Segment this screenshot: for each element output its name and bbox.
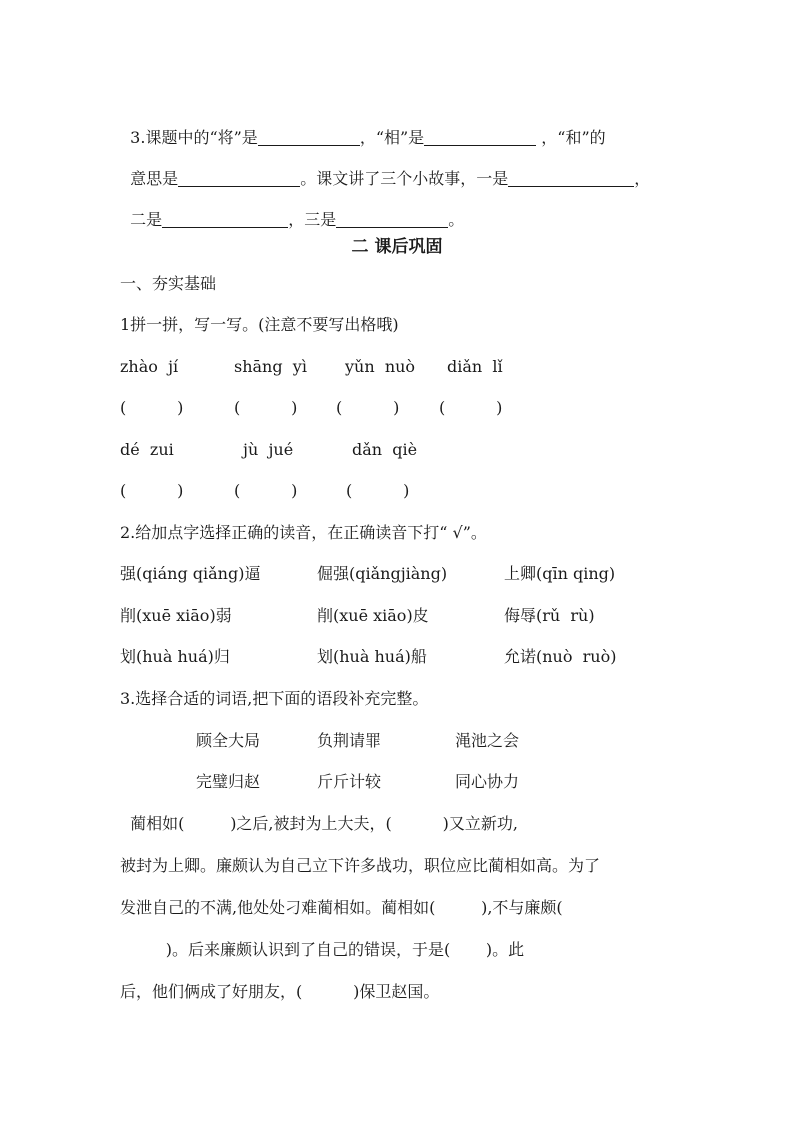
q3-intro-text: 二是 [130,210,163,229]
word-option: 同心协力 [455,772,520,791]
answer-blank[interactable] [424,129,536,146]
q3-intro-text: 3.课题中的“将”是 [130,128,258,147]
passage-line: 后，他们俩成了好朋友，( )保卫赵国。 [120,982,440,1001]
passage-line: )。后来廉颇认识到了自己的错误，于是( )。此 [120,940,525,959]
word-option: 斤斤计较 [317,772,382,791]
passage-line: 发泄自己的不满,他处处刁难蔺相如。蔺相如( ),不与廉颇( [120,898,563,917]
answer-box[interactable]: ( ) [336,398,400,417]
answer-blank[interactable] [508,170,634,187]
answer-box[interactable]: ( ) [120,398,184,417]
q3-intro-text: ，“相”是 [359,128,425,147]
answer-blank[interactable] [162,211,288,228]
pronunciation-choice[interactable]: 强(qiáng qiǎng)逼 [120,564,261,583]
q3-intro-text: 。 [448,210,465,229]
answer-box[interactable]: ( ) [439,398,503,417]
q1-title: 1拼一拼，写一写。(注意不要写出格哦) [120,315,399,334]
part-title: 一、夯实基础 [120,274,217,293]
word-option: 负荆请罪 [317,731,382,750]
q3-intro-line-3 [120,190,464,230]
word-option: 完璧归赵 [196,772,261,791]
pronunciation-choice[interactable]: 划(huà huá)船 [317,647,427,666]
passage-line: 被封为上卿。廉颇认为自己立下许多战功，职位应比蔺相如高。为了 [120,856,601,875]
q3-title: 3.选择合适的词语,把下面的语段补充完整。 [120,689,429,708]
q3-intro-line-2 [120,149,650,189]
answer-blank[interactable] [178,170,300,187]
section-title: 二 课后巩固 [351,237,443,257]
answer-box[interactable]: ( ) [346,481,410,500]
pinyin-2: shāng yì [234,357,307,376]
q3-intro-text: ，“和”的 [536,128,606,147]
pronunciation-choice[interactable]: 侮辱(rǔ rù) [504,606,595,625]
q3-intro-text: ， [634,169,651,188]
pronunciation-choice[interactable]: 削(xuē xiāo)皮 [317,606,429,625]
pronunciation-choice[interactable]: 倔强(qiǎngjiàng) [317,564,448,583]
pronunciation-choice[interactable]: 上卿(qīn qing) [504,564,616,583]
pronunciation-choice[interactable]: 削(xuē xiāo)弱 [120,606,232,625]
passage-line: 蔺相如( )之后,被封为上大夫，( )又立新功, [120,814,518,833]
answer-blank[interactable] [336,211,448,228]
pronunciation-choice[interactable]: 允诺(nuò ruò) [504,647,617,666]
pinyin-5: dé zui [120,440,174,459]
word-option: 渑池之会 [455,731,520,750]
pinyin-6: jù jué [243,440,294,459]
q3-intro-text: 意思是 [130,169,179,188]
q3-intro-text: ，三是 [288,210,337,229]
pinyin-1: zhào jí [120,357,179,376]
word-option: 顾全大局 [196,731,261,750]
pinyin-4: diǎn lǐ [447,357,503,376]
answer-box[interactable]: ( ) [234,398,298,417]
answer-box[interactable]: ( ) [234,481,298,500]
pinyin-3: yǔn nuò [345,357,416,376]
q2-title: 2.给加点字选择正确的读音，在正确读音下打“ √”。 [120,523,487,542]
answer-blank[interactable] [258,129,360,146]
q3-intro-text: 。课文讲了三个小故事，一是 [300,169,509,188]
pinyin-7: dǎn qiè [352,440,418,459]
answer-box[interactable]: ( ) [120,481,184,500]
pronunciation-choice[interactable]: 划(huà huá)归 [120,647,230,666]
q3-intro-line-1 [120,108,606,148]
